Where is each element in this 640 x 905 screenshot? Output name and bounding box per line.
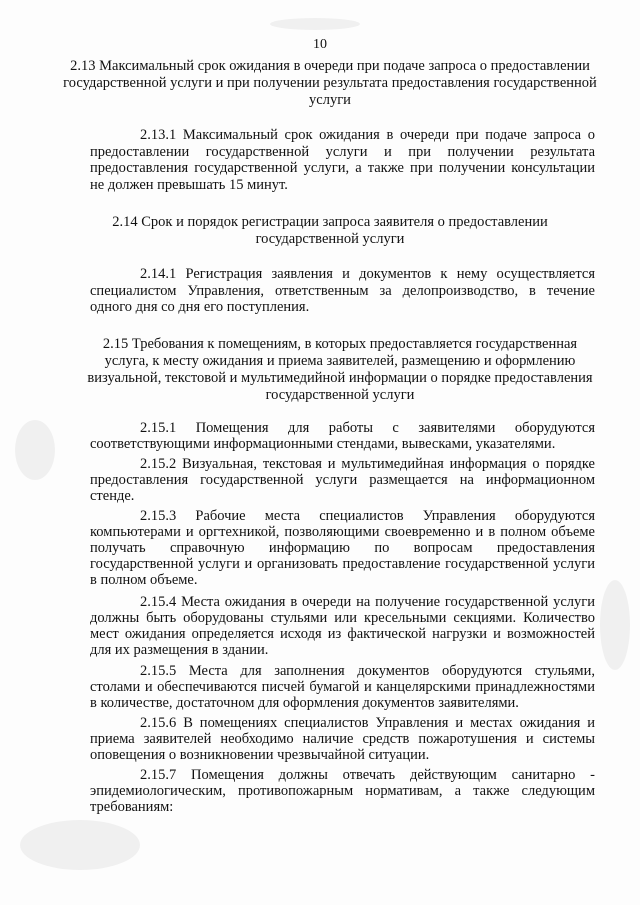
paragraph-2-13-1: 2.13.1 Максимальный срок ожидания в очереди при подаче запроса о предоставлении государственной услуги и при получении результата предоставления государственной услуги, а также при получении консультации не должен превышать 15 минут. — [90, 127, 595, 193]
page-number: 10 — [313, 37, 327, 52]
scan-noise — [20, 820, 140, 870]
paragraph-2-15-1: 2.15.1 Помещения для работы с заявителями оборудуются соответствующими информационными стендами, вывесками, указателями. — [90, 420, 595, 453]
paragraph-2-15-7: 2.15.7 Помещения должны отвечать действующим санитарно - эпидемиологическим, противопожарным нормативам, а также следующим требованиям: — [90, 767, 595, 816]
section-2-14-heading: 2.14 Срок и порядок регистрации запроса заявителя о предоставлении государственной услуги — [112, 214, 548, 247]
paragraph-2-15-6: 2.15.6 В помещениях специалистов Управления и местах ожидания и приема заявителей необходимо наличие средств пожаротушения и системы оповещения о возникновении чрезвычайной ситуации. — [90, 715, 595, 764]
paragraph-2-15-3: 2.15.3 Рабочие места специалистов Управления оборудуются компьютерами и оргтехникой, позволяющими своевременно и в полном объеме получать справочную информацию по вопросам предоставления государственной услуги и организовать предоставление государственной услуги в полном объеме. — [90, 508, 595, 589]
section-2-13-heading: 2.13 Максимальный срок ожидания в очереди при подаче запроса о предоставлении государственной услуги и при получении результата предоставления государственной услуги — [63, 58, 597, 108]
paragraph-2-15-2: 2.15.2 Визуальная, текстовая и мультимедийная информация о порядке предоставления государственной услуги размещается на информационном стенде. — [90, 456, 595, 505]
scan-noise — [270, 18, 360, 30]
paragraph-2-14-1: 2.14.1 Регистрация заявления и документов к нему осуществляется специалистом Управления, ответственным за делопроизводство, в течение одного дня со дня его поступления. — [90, 266, 595, 316]
scan-noise — [15, 420, 55, 480]
paragraph-2-15-5: 2.15.5 Места для заполнения документов оборудуются стульями, столами и обеспечиваются писчей бумагой и канцелярскими принадлежностями в количестве, достаточном для оформления документов заявителями. — [90, 663, 595, 712]
paragraph-2-15-4: 2.15.4 Места ожидания в очереди на получение государственной услуги должны быть оборудованы стульями или кресельными секциями. Количество мест ожидания определяется исходя из фактической нагрузки и возможностей для их размещения в здании. — [90, 594, 595, 659]
section-2-15-heading: 2.15 Требования к помещениям, в которых предоставляется государственная услуга, к месту ожидания и приема заявителей, размещению и оформлению визуальной, текстовой и мультимедийной информации о порядке предоставления государственной услуги — [87, 336, 593, 403]
scan-noise — [600, 580, 630, 670]
